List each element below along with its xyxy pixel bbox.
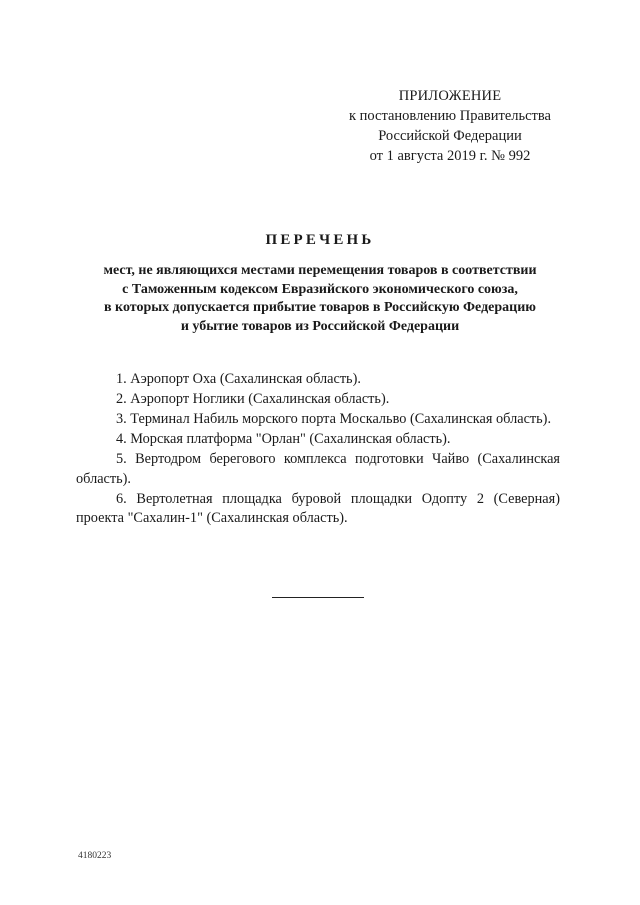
appendix-line-resolution: к постановлению Правительства bbox=[349, 108, 551, 124]
list-subtitle bbox=[60, 262, 580, 336]
list-item-1: 1. Аэропорт Оха (Сахалинская область). bbox=[116, 371, 361, 387]
subtitle-line-4: и убытие товаров из Российской Федерации bbox=[180, 318, 460, 334]
list-item-2: 2. Аэропорт Ноглики (Сахалинская область). bbox=[116, 391, 390, 407]
list-item-3: 3. Терминал Набиль морского порта Москальво (Сахалинская область). bbox=[116, 411, 552, 427]
appendix-title: ПРИЛОЖЕНИЕ bbox=[398, 88, 502, 104]
list-title: ПЕРЕЧЕНЬ bbox=[265, 232, 375, 248]
appendix-header bbox=[330, 86, 570, 166]
list-item-5: 5. Вертодром берегового комплекса подготовки Чайво (Сахалинская область). bbox=[76, 451, 560, 487]
appendix-line-federation: Российской Федерации bbox=[378, 128, 522, 144]
places-list bbox=[76, 370, 560, 529]
subtitle-line-1: мест, не являющихся местами перемещения товаров в соответствии bbox=[103, 263, 537, 278]
end-divider bbox=[272, 597, 364, 598]
document-code: 4180223 bbox=[78, 851, 112, 861]
list-item-4: 4. Морская платформа "Орлан" (Сахалинская область). bbox=[116, 431, 451, 447]
subtitle-line-3: в которых допускается прибытие товаров в Российскую Федерацию bbox=[104, 300, 536, 315]
list-item-6: 6. Вертолетная площадка буровой площадки Одопту 2 (Северная) проекта "Сахалин-1" (Сахалинская область). bbox=[76, 490, 560, 526]
subtitle-line-2: с Таможенным кодексом Евразийского экономического союза, bbox=[122, 281, 518, 297]
appendix-line-date-number: от 1 августа 2019 г. № 992 bbox=[369, 148, 531, 164]
